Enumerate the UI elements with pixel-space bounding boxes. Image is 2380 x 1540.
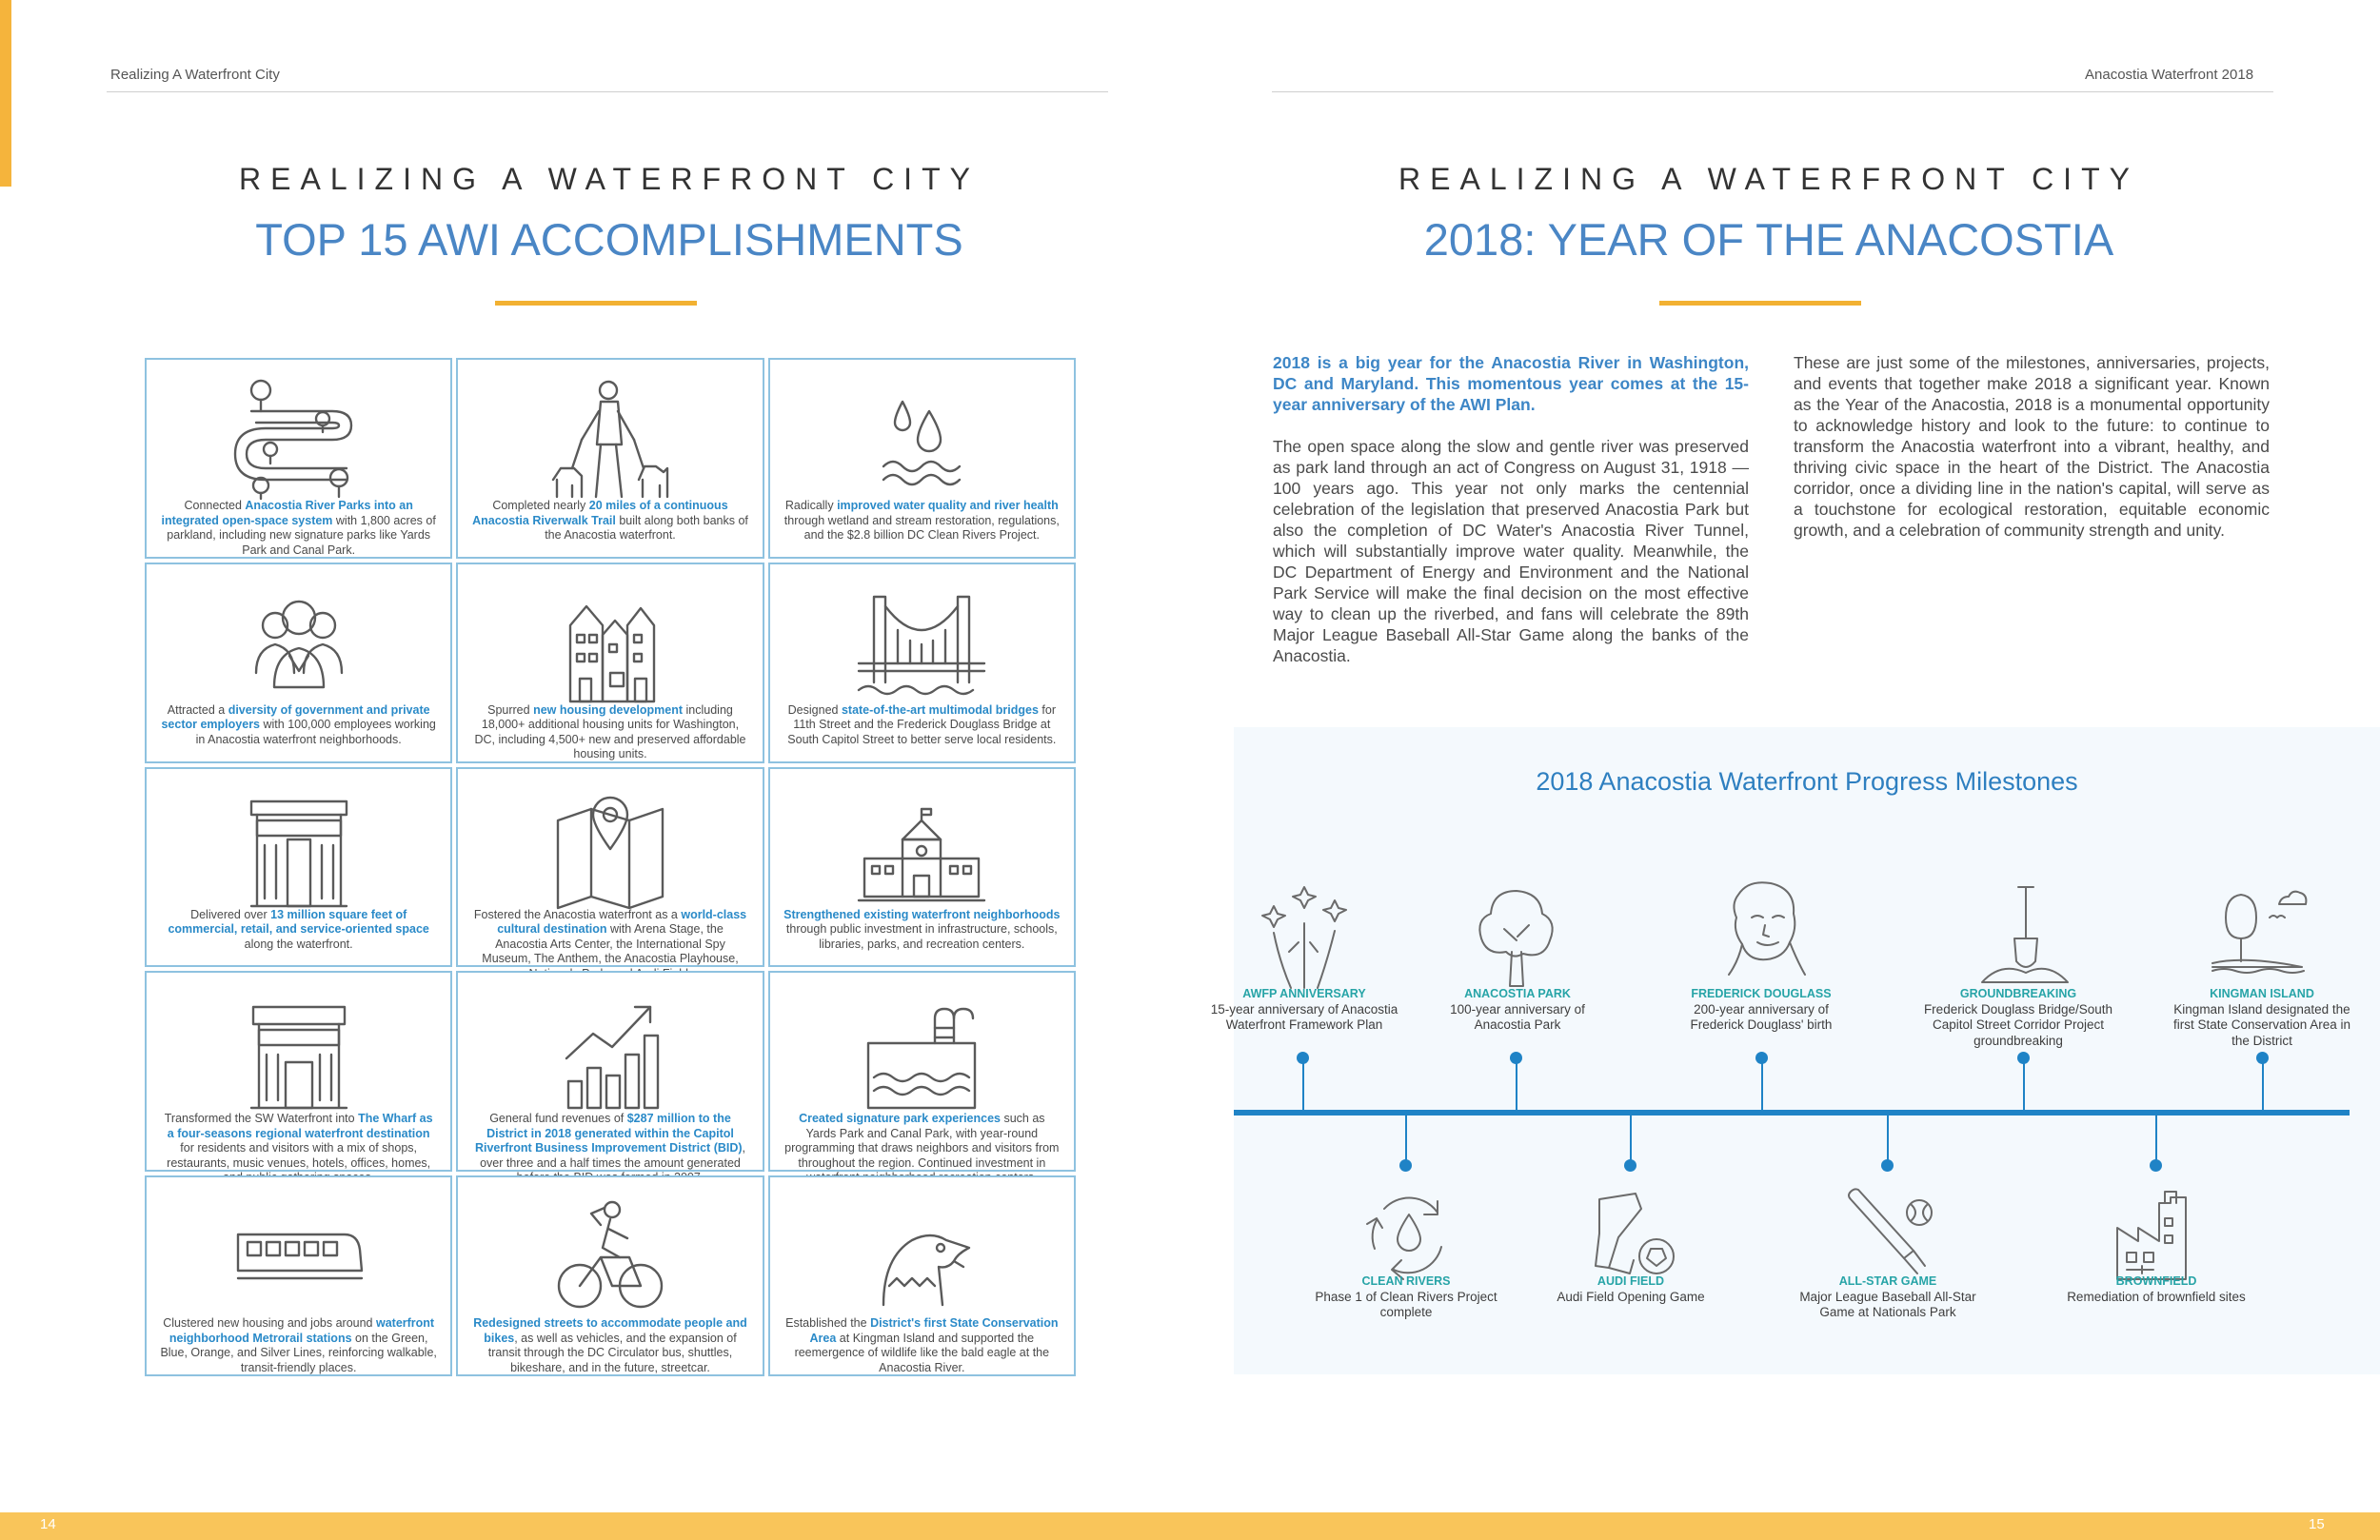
bald-eagle-icon xyxy=(855,1191,988,1320)
accomplishment-caption: General fund revenues of $287 million to the District in 2018 generated within the Capitol Riverfront Business Improvement District (BID), over three and a half times the amount generated xyxy=(474,1112,746,1170)
milestone-anacostia-park: ANACOSTIA PARK 100-year anniversary of Anacostia Park xyxy=(1450,987,1585,1032)
running-head-left: Realizing A Waterfront City xyxy=(110,67,280,83)
timeline-dot xyxy=(2256,1052,2269,1064)
accomplishment-caption: Completed nearly 20 miles of a continuous Anacostia Riverwalk Trail built along both banks of the Anacostia waterfront. xyxy=(472,499,748,542)
accomplishment-caption: Transformed the SW Waterfront into The Wharf as a four-seasons regional waterfront destination for residents and visitors with a mix of shops, restaurants, music venues, hotels, offices, homes, xyxy=(164,1112,433,1170)
accomplishment-card xyxy=(768,563,1076,763)
accomplishment-card xyxy=(456,563,764,763)
accomplishment-card xyxy=(456,1175,764,1376)
milestone-kingman-island: KINGMAN ISLAND Kingman Island designated the first State Conservation Area in the District xyxy=(2172,987,2351,1048)
tree-icon xyxy=(1464,883,1569,988)
page-number-left: 14 xyxy=(40,1516,56,1532)
body-paragraph: The open space along the slow and gentle river was preserved as park land through an act of Congress on August 31, 1918 — 100 years ago. This year not only marks the centennial celebration of the legislation that preserved Anacostia Park but also the completion of DC Water's Anacostia River Tunnel, which will substantially improve water quality. Meanwhile, the DC Department of Energy and Environment and the National Park Service will make the final decision on the most effective way to clean up the riverbed, and fans will celebrate the 89th Major League Baseball All-Star Game along the banks of the Anacostia. xyxy=(1273,437,1749,665)
growth-chart-icon xyxy=(544,986,677,1116)
kicker-left: REALIZING A WATERFRONT CITY xyxy=(239,162,980,196)
accomplishment-card xyxy=(456,358,764,559)
rowhouses-icon xyxy=(544,578,677,707)
accomplishment-card xyxy=(145,563,452,763)
timeline-dot xyxy=(1755,1052,1768,1064)
accomplishment-card xyxy=(768,1175,1076,1376)
baseball-icon xyxy=(1837,1180,1942,1285)
accomplishments-grid xyxy=(145,358,1076,1376)
header-rule-right xyxy=(1272,91,2273,92)
page-number-right: 15 xyxy=(2309,1516,2325,1532)
page-title-left: TOP 15 AWI ACCOMPLISHMENTS xyxy=(255,214,963,265)
body-paragraph: These are just some of the milestones, anniversaries, projects, and events that together make 2018 a significant year. Known as the Year of the Anacostia, 2018 is a monumental opportunity to acknowledge history and look to the future: to continue to transform the Anacostia waterfront into a vibrant, healthy, and thriving civic space in the heart of the District. The Anacostia corridor, once a dividing line in the nation's capital, will serve as a touchstone for ecological restoration, equitable economic growth, and a celebration of community strength and unity. xyxy=(1794,353,2270,540)
accomplishment-card xyxy=(456,767,764,968)
timeline-dot xyxy=(2017,1052,2030,1064)
fireworks-icon xyxy=(1251,885,1356,990)
timeline-stem xyxy=(1516,1056,1517,1110)
accomplishment-card xyxy=(768,767,1076,968)
title-underline-left xyxy=(495,301,697,306)
accomplishment-caption: Designed state-of-the-art multimodal bridges for 11th Street and the Frederick Douglass Bridge at South Capitol Street to better serve local residents. xyxy=(787,702,1057,746)
body-column-right xyxy=(1794,352,2270,541)
accomplishment-caption: Fostered the Anacostia waterfront as a world-class cultural destination with Arena Stage, the Anacostia Arts Center, the International Spy Museum, The Anthem, the Anacostia Playhouse, xyxy=(473,907,747,966)
milestone-groundbreaking: GROUNDBREAKING Frederick Douglass Bridge/South Capitol Street Corridor Project groundbreaking xyxy=(1923,987,2113,1048)
accomplishment-caption: Clustered new housing and jobs around waterfront neighborhood Metrorail stations on the Green, Blue, Orange, and Silver Lines, reinforcing walkable, transit-friendly places. xyxy=(160,1316,437,1374)
timeline-stem xyxy=(2023,1056,2025,1110)
milestone-clean-rivers: CLEAN RIVERS Phase 1 of Clean Rivers Project complete xyxy=(1315,1274,1497,1319)
bridge-icon xyxy=(855,578,988,707)
employees-icon xyxy=(232,578,366,707)
accomplishment-card xyxy=(456,971,764,1172)
accomplishment-card xyxy=(145,767,452,968)
footer-bar xyxy=(0,1512,2380,1540)
lead-paragraph: 2018 is a big year for the Anacostia River in Washington, DC and Maryland. This momentous year comes at the 15-year anniversary of the AWI Plan. xyxy=(1273,353,1749,414)
accomplishment-caption: Radically improved water quality and river health through wetland and stream restoration, regulations, and the $2.8 billion DC Clean Rivers Project. xyxy=(783,499,1060,542)
accomplishment-caption: Redesigned streets to accommodate people and bikes, as well as vehicles, and the expansion of transit through the DC Circulator bus, shuttles, bikeshare, and in the future, streetcar. xyxy=(473,1316,747,1374)
title-underline-right xyxy=(1659,301,1861,306)
accomplishment-card xyxy=(768,971,1076,1172)
factory-icon xyxy=(2104,1180,2209,1285)
body-column-left xyxy=(1273,352,1749,666)
accomplishment-card xyxy=(145,358,452,559)
timeline-dot xyxy=(2150,1159,2162,1172)
header-rule-left xyxy=(107,91,1108,92)
map-pin-icon xyxy=(544,782,677,912)
accomplishment-caption: Delivered over 13 million square feet of commercial, retail, and service-oriented space along the waterfront. xyxy=(168,907,429,951)
accomplishment-card xyxy=(768,358,1076,559)
recycle-drop-icon xyxy=(1356,1180,1460,1285)
page-title-right: 2018: YEAR OF THE ANACOSTIA xyxy=(1423,214,2114,265)
milestones-title: 2018 Anacostia Waterfront Progress Milestones xyxy=(1536,767,2078,796)
pool-ladder-icon xyxy=(855,986,988,1116)
accomplishment-caption: Created signature park experiences such as Yards Park and Canal Park, with year-round programming that draws neighbors and visitors from throughout the region. Continued investment in xyxy=(784,1112,1060,1170)
parks-path-icon xyxy=(232,373,366,503)
soccer-icon xyxy=(1580,1180,1685,1285)
shop-icon xyxy=(232,782,366,912)
timeline-stem xyxy=(1761,1056,1763,1110)
island-tree-icon xyxy=(2207,876,2311,980)
train-icon xyxy=(232,1191,366,1320)
left-accent-bar xyxy=(0,0,11,187)
kicker-right: REALIZING A WATERFRONT CITY xyxy=(1398,162,2139,196)
timeline-dot xyxy=(1297,1052,1309,1064)
timeline-stem xyxy=(2262,1056,2264,1110)
water-drops-icon xyxy=(855,373,988,503)
accomplishment-card xyxy=(145,1175,452,1376)
wharf-icon xyxy=(232,986,366,1116)
accomplishment-card xyxy=(145,971,452,1172)
shovel-icon xyxy=(1973,881,2077,986)
timeline-stem xyxy=(1302,1056,1304,1110)
timeline-dot xyxy=(1510,1052,1522,1064)
accomplishment-caption: Spurred new housing development including 18,000+ additional housing units for Washington, DC, including 4,500+ new and preserved affordable housing units. xyxy=(474,702,746,761)
accomplishment-caption: Strengthened existing waterfront neighborhoods through public investment in infrastructure, schools, libraries, parks, and recreation centers. xyxy=(783,907,1061,951)
douglass-portrait-icon xyxy=(1710,876,1815,980)
milestone-awfp-anniversary: AWFP ANNIVERSARY 15-year anniversary of Anacostia Waterfront Framework Plan xyxy=(1210,987,1398,1032)
school-building-icon xyxy=(855,782,988,912)
milestone-brownfield: BROWNFIELD Remediation of brownfield sites xyxy=(2067,1274,2246,1304)
cyclist-icon xyxy=(544,1191,677,1320)
accomplishment-caption: Connected Anacostia River Parks into an integrated open-space system with 1,800 acres of parkland, including new signature parks like Yards Park and Canal Park. xyxy=(161,499,436,557)
milestone-all-star-game: ALL-STAR GAME Major League Baseball All-Star Game at Nationals Park xyxy=(1799,1274,1976,1319)
milestone-frederick-douglass: FREDERICK DOUGLASS 200-year anniversary of Frederick Douglass' birth xyxy=(1690,987,1833,1032)
walker-dogs-icon xyxy=(544,373,677,503)
running-head-right: Anacostia Waterfront 2018 xyxy=(2085,67,2254,83)
timeline-dot xyxy=(1624,1159,1636,1172)
milestone-audi-field: AUDI FIELD Audi Field Opening Game xyxy=(1557,1274,1705,1304)
timeline-dot xyxy=(1399,1159,1412,1172)
accomplishment-caption: Established the District's first State Conservation Area at Kingman Island and supported the reemergence of wildlife like the bald eagle at the Anacostia River. xyxy=(785,1316,1059,1374)
accomplishment-caption: Attracted a diversity of government and private sector employers with 100,000 employees working in Anacostia waterfront neighborhoods. xyxy=(161,702,436,746)
timeline-axis xyxy=(1234,1110,2350,1116)
timeline-dot xyxy=(1881,1159,1894,1172)
